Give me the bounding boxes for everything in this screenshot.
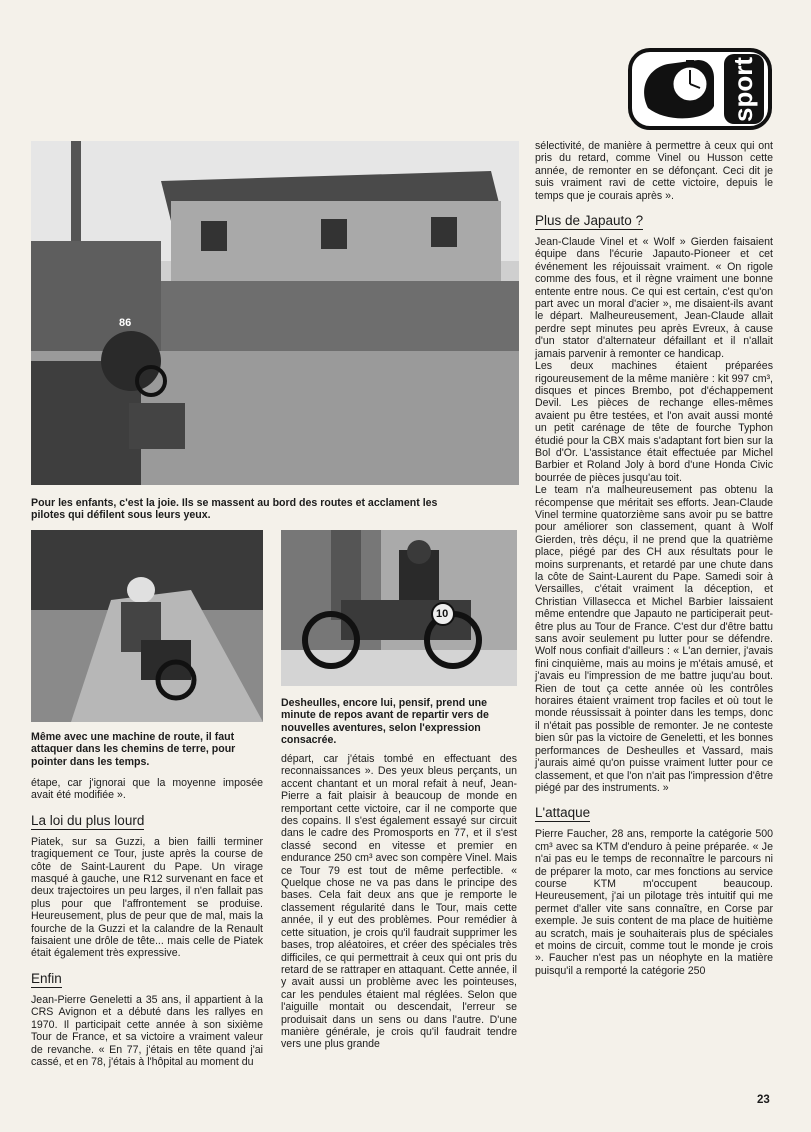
bike-number-label: 10 bbox=[436, 608, 449, 620]
heading-plus-de-japauto: Plus de Japauto ? bbox=[535, 213, 644, 229]
rider-number-label: 86 bbox=[119, 317, 132, 329]
heading-l-attaque: L'attaque bbox=[535, 805, 591, 821]
column-2 bbox=[281, 753, 517, 1051]
sport-logo bbox=[628, 48, 772, 130]
col3-section1-p1: Jean-Claude Vinel et « Wolf » Gierden faisaient équipe dans l'écurie Japauto-Pioneer et cet événement les réjouissait vraiment. « On rigole comme des fous, et il règne vraiment une bonne entente entre nous. Ce qui est certain, c'est qu'on part avec un moral d'acier », me disaient-ils avant le départ. Malheureusement, Jean-Claude allait perdre sept minutes peu après Evreux, à cause d'un stator d'alternateur défaillant et il n'allait jamais parvenir à remonter ce handicap. bbox=[535, 236, 773, 360]
column-1 bbox=[31, 777, 263, 1068]
col1-section1-text: Piatek, sur sa Guzzi, a bien failli terminer tragiquement ce Tour, juste après la course de côte de Saint-Laurent du Pape. Un virage masqué à gauche, une R12 survenant en face et deux trajectoires un peu larges, il n'en fallait pas plus pour que l'affrontement se produise. Heureusement, plus de peur que de mal, mais la fourche de la Guzzi et la calandre de la Renault faisaient une drôle de tête... mais celle de Piatek était également très expressive. bbox=[31, 835, 263, 960]
stopwatch-hand-icon bbox=[628, 48, 772, 130]
caption-photo-dirt-track: Même avec une machine de route, il faut attaquer dans les chemins de terre, pour pointer dans les temps. bbox=[31, 731, 236, 768]
photo-dirt-track-rider bbox=[31, 530, 263, 722]
heading-enfin: Enfin bbox=[31, 970, 62, 986]
caption-photo-desheulles: Desheulles, encore lui, pensif, prend une minute de repos avant de repartir vers de nouvelles aventures, selon l'expression consacrée. bbox=[281, 697, 489, 747]
col3-section1-p2: Les deux machines étaient préparées rigoureusement de la même manière : kit 997 cm³, disques et pinces Brembo, pot d'échappement Devil. Les pièces de rechange elles-mêmes avaient pu être testées, et l'on avait aussi monté un petit carénage de tête de fourche Typhon étudié pour la CBX mais s'adaptant fort bien sur la Bol d'Or. L'assistance était effectuée par Michel Barbier et Roland Joly à bord d'une Honda Civic bourrée de pièces jusqu'au toit. bbox=[535, 360, 773, 484]
col1-section2-text: Jean-Pierre Geneletti a 35 ans, il appartient à la CRS Avignon et a débuté dans les rallyes en 1970. Il participait cette année à son sixième Tour de France, et sa victoire a vraiment valeur de revanche. « En 77, j'étais en tête quand j'ai cassé, et en 78, j'étais à l'hôpital au moment du bbox=[31, 993, 263, 1068]
col2-text: départ, car j'étais tombé en effectuant des reconnaissances ». Des yeux bleus perçants, un accent chantant et un moral refait à neuf, Jean-Pierre a fait plaisir à beaucoup de monde en remportant cette victoire, car il ne comporte que des copains. Il s'est également essayé sur circuit dans le cadre des Promosports en 77, et il s'est classé second en vitesse et premier en endurance 250 cm³ avec son compère Vinel. Mais ce Tour 79 est tout de même perfectible. « Quelque chose ne va pas dans le principe des bases. Cela fait deux ans que je remporte le classement régularité dans le Tour, mais cette année, il y eut des problèmes. Pour remédier à cette situation, je crois qu'il faudrait supprimer les bases, trop aléatoires, et créer des spéciales très difficiles, ce qui permettrait à ceux qui ont pris du retard de se rattraper en attaquant. Cette année, il y avait aussi un problème avec les pointeuses, car les pendules étaient mal réglées. Selon que l'aiguille montait ou descendait, l'erreur se produisait dans un sens ou dans l'autre. D'une manière générale, je crois qu'il faudrait tendre vers une plus grande bbox=[281, 753, 517, 1051]
photo-desheulles-resting bbox=[281, 530, 517, 686]
caption-photo-children: Pour les enfants, c'est la joie. Ils se massent au bord des routes et acclament les pilotes qui défilent sous leurs yeux. bbox=[31, 497, 438, 522]
column-3 bbox=[535, 140, 773, 977]
heading-loi-du-plus-lourd: La loi du plus lourd bbox=[31, 812, 145, 828]
col3-section1-p3: Le team n'a malheureusement pas obtenu la récompense que méritait ses efforts. Jean-Claude Vinel termine quatorzième sans avoir pu se battre pour améliorer son classement, quant à Wolf Gierden, très déçu, il ne prend que la quatrième place, piégé par des CH aux résultats pour le moins surprenants, et retardé par une chute dans la côte de Saint-Laurent du Pape. Samedi soir à Versailles, c'était vraiment la déception, et Christian Villasecca et Michel Barbier laissaient même entendre que Japauto ne participerait peut-être plus au Tour de France. C'est dur d'être battu sans avoir seulement pu lutter pour se défendre. Wolf nous confiait d'ailleurs : « L'an dernier, j'avais fini cinquième, mais au moins je m'étais amusé, et j'avais eu l'impression de me battre juqu'au bout. Rien de tout ça cette année où les contrôles horaires étaient vraiment trop faciles et où tout le monde réussissait à pointer dans les temps, donc il n'était pas possible de remonter. Je ne conteste bien sûr pas la victoire de Geneletti, et les bonnes performances de Desheulles et Vassard, mais j'aurais aimé qu'on puisse vraiment lutter pour ce classement, et que l'on n'ait pas l'impression d'être piégé par des instruments. » bbox=[535, 484, 773, 794]
col1-intro-tail: étape, car j'ignorai que la moyenne imposée avait été modifiée ». bbox=[31, 777, 263, 802]
col3-intro: sélectivité, de manière à permettre à ceux qui ont pris du retard, comme Vinel ou Husson cette année, de remonter en se défonçant. Ceci dit je suis vraiment ravi de cette victoire, depuis le temps que je courais après ». bbox=[535, 140, 773, 202]
col3-section2-text: Pierre Faucher, 28 ans, remporte la catégorie 500 cm³ avec sa KTM d'enduro à peine préparée. « Je n'ai pas eu le temps de reconnaître le parcours ni de préparer la moto, car mes fonctions au service course KTM m'occupent beaucoup. Heureusement, j'ai un pilotage très intuitif qui me permet d'aller vite sans connaître, en Corse par exemple. Je suis content de ma place de huitième au scratch, mais je souhaiterais plus de spéciales et moins de circuit, comme tout le monde je crois ». Faucher n'est pas un néophyte en la matière puisqu'il a remporté la catégorie 250 bbox=[535, 828, 773, 977]
page-number: 23 bbox=[757, 1094, 770, 1106]
photo-children-roadside bbox=[31, 141, 519, 485]
logo-text: sport bbox=[728, 57, 758, 122]
